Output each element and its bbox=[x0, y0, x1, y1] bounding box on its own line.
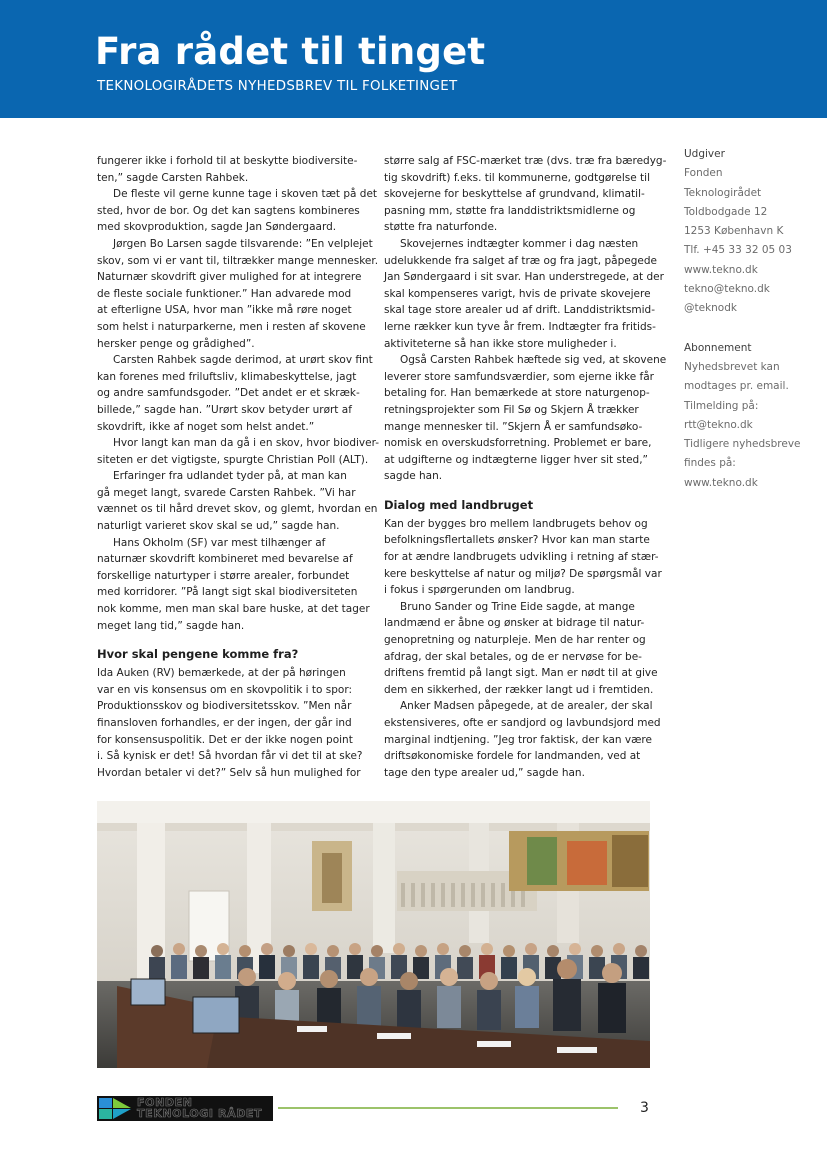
article-line: kere beskyttelse af natur og miljø? De spørgsmål var bbox=[384, 567, 662, 580]
article-line: Jan Søndergaard i sit svar. Han understregede, at der bbox=[384, 271, 664, 284]
article-line: med korridorer. ”På langt sigt skal biodiversiteten bbox=[97, 586, 358, 599]
article-line: retningsprojekter som Fil Sø og Skjern Å trækker bbox=[384, 403, 639, 416]
article-line: Naturnær skovdrift giver mulighed for at integrere bbox=[97, 271, 362, 284]
page-number: 3 bbox=[640, 1100, 649, 1116]
article-line: skal kompenseres varigt, hvis de private skovejere bbox=[384, 287, 651, 300]
article-line: sted, hvor de bor. Og det kan sagtens kombineres bbox=[97, 204, 360, 217]
subscription-text: Tilmelding på: bbox=[684, 399, 759, 412]
article-line: Kan der bygges bro mellem landbrugets behov og bbox=[384, 517, 648, 530]
newsletter-header bbox=[0, 0, 827, 118]
article-line: driftsøkonomiske fordele for landmanden, ved at bbox=[384, 750, 641, 763]
article-line: afdrag, der skal betales, og de er nervøse for be- bbox=[384, 650, 642, 663]
article-line: marginal indtjening. ”Jeg tror faktisk, der kan være bbox=[384, 733, 652, 746]
article-line: lerne rækker kun tyve år frem. Indtægter fra fritids- bbox=[384, 320, 656, 333]
article-line: skov, som vi er vant til, tiltrækker mange mennesker. bbox=[97, 254, 379, 267]
article-line: driftens fremtid på langt sigt. Man er nødt til at give bbox=[384, 667, 658, 680]
article-line: Produktionsskov og biodiversitetsskov. ”Men når bbox=[97, 700, 352, 713]
newsletter-subtitle: TEKNOLOGIRÅDETS NYHEDSBREV TIL FOLKETINGET bbox=[97, 79, 458, 94]
article-line: skovdrift, ikke af noget som helst andet.” bbox=[97, 420, 315, 433]
article-line: skal tage store arealer ud af drift. Landdistriktsmid- bbox=[384, 304, 656, 317]
article-line: naturnær skovdrift kombineret med bevarelse af bbox=[97, 553, 353, 566]
article-line: dem en sikkerhed, der rækker langt ud i fremtiden. bbox=[384, 683, 654, 696]
article-line: mange mennesker til. ”Skjern Å er samfundsøko- bbox=[384, 420, 643, 433]
subscription-email-link[interactable]: rtt@tekno.dk bbox=[684, 418, 753, 431]
publisher-twitter-handle[interactable]: @teknodk bbox=[684, 302, 737, 315]
archive-website-link[interactable]: www.tekno.dk bbox=[684, 476, 758, 489]
article-line: billede,” sagde han. ”Urørt skov betyder urørt af bbox=[97, 403, 352, 416]
article-line: Hvordan betaler vi det?” Selv så hun mulighed for bbox=[97, 766, 361, 779]
article-line: naturligt varieret skov skal se ud,” sagde han. bbox=[97, 520, 340, 533]
subscription-text: Tidligere nyhedsbreve bbox=[684, 438, 801, 451]
article-line: Også Carsten Rahbek hæftede sig ved, at skovene bbox=[400, 354, 667, 367]
article-line: landmænd er åbne og ønsker at bidrage til natur- bbox=[384, 617, 645, 630]
article-line: at udgifterne og indtægterne ligger hver sit sted,” bbox=[384, 453, 648, 466]
article-line: kan forenes med friluftsliv, klimabeskyttelse, jagt bbox=[97, 370, 357, 383]
subscription-text: findes på: bbox=[684, 457, 736, 470]
sidebar-spacer bbox=[684, 319, 820, 339]
article-line: fungerer ikke i forhold til at beskytte biodiversite- bbox=[97, 155, 358, 167]
article-line: gå meget langt, svarede Carsten Rahbek. ”Vi har bbox=[97, 486, 356, 499]
article-line: aktiviteterne så han ikke store muligheder i. bbox=[384, 337, 617, 350]
article-line: genopretning og naturpleje. Men de har renter og bbox=[384, 634, 646, 647]
article-line: Anker Madsen påpegede, at de arealer, der skal bbox=[400, 700, 653, 713]
article-line: befolkningsflertallets ønsker? Hvor kan man starte bbox=[384, 534, 650, 547]
article-line: Bruno Sander og Trine Eide sagde, at mange bbox=[400, 600, 635, 613]
article-line: skovejerne for beskyttelse af grundvand, klimatil- bbox=[384, 188, 645, 201]
article-column-2 bbox=[384, 153, 667, 781]
logo-text-line2: TEKNOLOGI RÅDET bbox=[137, 1107, 263, 1120]
section-heading: Hvor skal pengene komme fra? bbox=[97, 647, 299, 662]
subscription-label: Abonnement bbox=[684, 341, 752, 354]
article-line: at efterligne USA, hvor man ”ikke må røre noget bbox=[97, 304, 352, 317]
publisher-sidebar bbox=[684, 145, 820, 493]
article-line: vænnet os til hård drevet skov, og glemt, hvordan en bbox=[97, 503, 378, 516]
article-line: i. Så kynisk er det! Så hvordan får vi det til at ske? bbox=[97, 750, 363, 763]
publisher-address: Toldbodgade 12 bbox=[684, 205, 768, 218]
article-line: Hans Okholm (SF) var mest tilhænger af bbox=[113, 536, 326, 549]
article-line: Carsten Rahbek sagde derimod, at urørt skov fint bbox=[113, 354, 373, 367]
hearing-photo-illustration bbox=[97, 801, 650, 1068]
newsletter-title: Fra rådet til tinget bbox=[95, 30, 486, 73]
article-line: nok komme, men man skal bare huske, at det tager bbox=[97, 603, 370, 616]
publisher-label: Udgiver bbox=[684, 148, 725, 160]
subscription-text: Nyhedsbrevet kan bbox=[684, 360, 780, 373]
publisher-name: Fonden bbox=[684, 167, 723, 180]
article-line: for at ændre landbrugets udvikling i retning af stær- bbox=[384, 551, 659, 564]
article-line: ekstensiveres, ofte er sandjord og lavbundsjord med bbox=[384, 717, 661, 729]
hearing-audience-photo bbox=[97, 801, 650, 1068]
footer-rule bbox=[278, 1107, 618, 1109]
article-line: var en vis konsensus om en skovpolitik i to spor: bbox=[97, 683, 352, 696]
article-line: Ida Auken (RV) bemærkede, at der på høringen bbox=[97, 667, 346, 680]
publisher-name: Teknologirådet bbox=[684, 186, 762, 199]
article-line: Jørgen Bo Larsen sagde tilsvarende: ”En velplejet bbox=[113, 237, 373, 250]
article-line: tig skovdrift) f.eks. til kommunerne, godtgørelse til bbox=[384, 171, 650, 184]
article-line: finansloven forhandles, er der ingen, der går ind bbox=[97, 717, 352, 729]
article-line: tage den type arealer ud,” sagde han. bbox=[384, 766, 585, 779]
article-line: de fleste sociale funktioner.” Han advarede mod bbox=[97, 287, 352, 300]
article-line: og andre samfundsgoder. ”Det andet er et skræk- bbox=[97, 387, 360, 400]
article-line: pasning mm, støtte fra landdistriktsmidlerne og bbox=[384, 204, 636, 217]
logo-text-line1: FONDEN bbox=[137, 1096, 193, 1109]
article-line: støtte fra naturfonde. bbox=[384, 221, 498, 234]
fonden-teknologiraadet-logo bbox=[97, 1096, 273, 1121]
article-line: i fokus i spørgerunden om landbrug. bbox=[384, 584, 575, 597]
article-line: Skovejernes indtægter kommer i dag næsten bbox=[400, 237, 639, 250]
publisher-website-link[interactable]: www.tekno.dk bbox=[684, 263, 758, 276]
article-line: Erfaringer fra udlandet tyder på, at man kan bbox=[113, 470, 347, 483]
article-line: for konsensuspolitik. Det er der ikke nogen point bbox=[97, 733, 353, 746]
publisher-email-link[interactable]: tekno@tekno.dk bbox=[684, 283, 770, 296]
article-line: meget lang tid,” sagde han. bbox=[97, 619, 245, 632]
article-line: Hvor langt kan man da gå i en skov, hvor biodiver- bbox=[113, 437, 380, 450]
article-line: udelukkende fra salget af træ og fra jagt, påpegede bbox=[384, 254, 657, 267]
article-line: sagde han. bbox=[384, 470, 443, 483]
subscription-text: modtages pr. email. bbox=[684, 380, 789, 393]
article-line: nomisk en overskudsforretning. Problemet er bare, bbox=[384, 437, 652, 450]
article-column-1 bbox=[97, 153, 380, 781]
article-line: De fleste vil gerne kunne tage i skoven tæt på det bbox=[113, 188, 378, 201]
publisher-phone: Tlf. +45 33 32 05 03 bbox=[684, 244, 792, 257]
article-line: større salg af FSC-mærket træ (dvs. træ fra bæredyg- bbox=[384, 155, 667, 167]
article-line: forskellige naturtyper i større arealer, forbundet bbox=[97, 569, 350, 582]
article-line: som helst i naturparkerne, men i resten af skovene bbox=[97, 320, 366, 333]
article-line: ten,” sagde Carsten Rahbek. bbox=[97, 171, 249, 184]
article-line: betaling for. Han bemærkede at store naturgenop- bbox=[384, 387, 650, 400]
publisher-address: 1253 København K bbox=[684, 225, 784, 238]
logo-mark-icon bbox=[99, 1098, 131, 1119]
article-line: siteten er det vigtigste, spurgte Christian Poll (ALT). bbox=[97, 453, 369, 466]
article-line: leverer store samfundsværdier, som ejerne ikke får bbox=[384, 370, 654, 383]
section-heading: Dialog med landbruget bbox=[384, 497, 534, 512]
article-line: med skovproduktion, sagde Jan Søndergaard. bbox=[97, 221, 337, 234]
article-line: hersker penge og grådighed”. bbox=[97, 337, 255, 350]
